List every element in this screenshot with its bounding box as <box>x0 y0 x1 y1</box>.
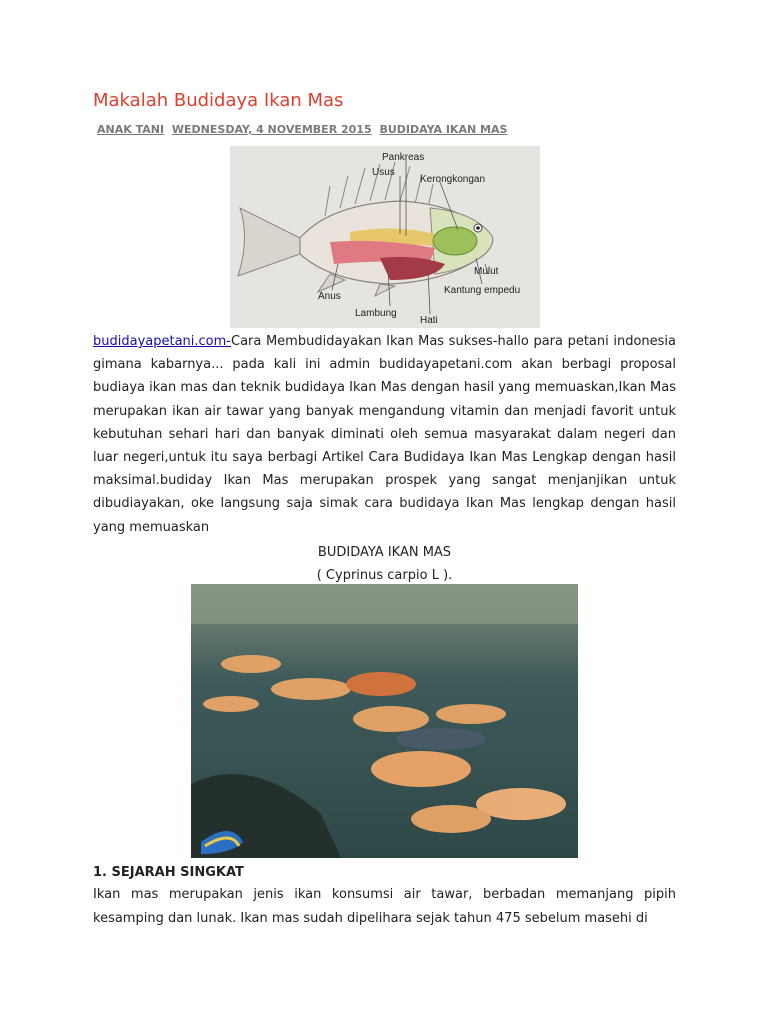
species-name: ( Cyprinus carpio L ). <box>316 568 453 583</box>
fish-anatomy-figure <box>230 146 540 328</box>
post-title[interactable]: Makalah Budidaya Ikan Mas <box>93 90 344 111</box>
intro-text: Cara Membudidayakan Ikan Mas sukses-hallo para petani indonesia gimana kabarnya... pada kali ini admin budidayapetani.com akan berbagi proposal budiaya ikan mas dan teknik budidaya Ikan Mas dengan hasil yang memuaskan,Ikan Mas merupakan ikan air tawar yang banyak mengandung vitamin dan menjadi favorit untuk kebutuhan sehari hari dan banyak diminati oleh semua masyarakat dalam negeri dan luar negeri,untuk itu saya berbagi Artikel Cara Budidaya Ikan Mas Lengkap dengan hasil maksimal.budiday Ikan Mas merupakan prospek yang sangat menjanjikan untuk dibudiayakan, oke langsung saja simak cara budidaya Ikan Mas lengkap dengan hasil yang memuaskan <box>93 334 676 535</box>
center-heading: BUDIDAYA IKAN MAS <box>317 545 452 560</box>
label-mulut: Mulut <box>474 266 499 277</box>
author-link[interactable]: ANAK TANI <box>97 123 165 136</box>
label-pankreas: Pankreas <box>382 152 425 163</box>
date-link[interactable]: WEDNESDAY, 4 NOVEMBER 2015 <box>171 123 372 136</box>
label-usus: Usus <box>372 167 395 178</box>
label-hati: Hati <box>420 315 438 326</box>
label-kantung-empedu: Kantung empedu <box>444 285 521 296</box>
carp-pond-photo <box>191 584 578 858</box>
label-kerongkongan: Kerongkongan <box>420 174 486 185</box>
section-heading: 1. SEJARAH SINGKAT <box>93 865 244 880</box>
source-link[interactable]: budidayapetani.com- <box>93 334 231 349</box>
post-meta <box>97 123 511 136</box>
label-lambung: Lambung <box>355 308 397 319</box>
section-paragraph: Ikan mas merupakan jenis ikan konsumsi air tawar, berbadan memanjang pipih kesamping dan lunak. Ikan mas sudah dipelihara sejak tahun 475 sebelum masehi di <box>93 887 676 926</box>
label-anus: Anus <box>318 291 341 302</box>
intro-paragraph <box>93 330 676 539</box>
label-link[interactable]: BUDIDAYA IKAN MAS <box>379 123 508 136</box>
